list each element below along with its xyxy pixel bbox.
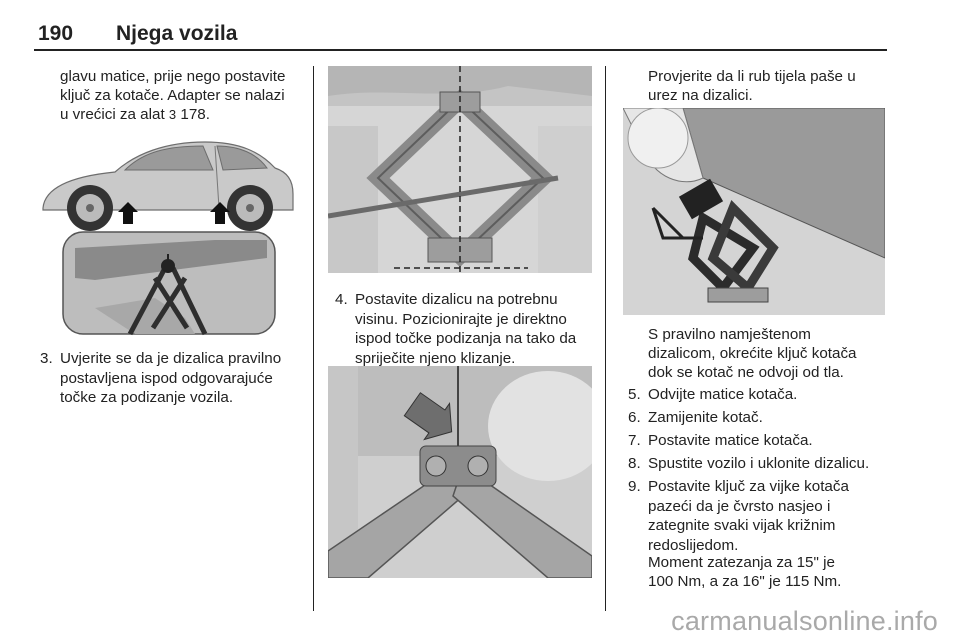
intro-text: u vrećici za alat xyxy=(60,106,165,123)
figure-jack-alignment xyxy=(328,66,592,273)
jack-illustration xyxy=(328,66,592,273)
step-text-line: Postavite dizalicu na potrebnu xyxy=(355,291,558,308)
step-text-line: ispod točke podizanja na tako da xyxy=(355,330,577,347)
col3-intro-line-1: Provjerite da li rub tijela paše u xyxy=(648,68,856,85)
step-5 xyxy=(628,385,888,405)
figure-jack-under-sill xyxy=(623,108,885,315)
step-4 xyxy=(335,290,603,370)
figure-car-jacking-points xyxy=(35,128,300,338)
col3-after-fig-line-1: S pravilno namještenom xyxy=(648,326,811,343)
step-number: 8. xyxy=(628,455,641,472)
step-text-line: visinu. Pozicionirajte je direktno xyxy=(355,310,567,328)
car-illustration xyxy=(35,128,300,338)
figure-jack-head-closeup xyxy=(328,366,592,578)
torque-line-2: 100 Nm, a za 16" je 115 Nm. xyxy=(648,573,842,590)
step-number: 7. xyxy=(628,432,641,449)
watermark: carmanualsonline.info xyxy=(671,606,938,636)
page-number: 190 xyxy=(38,22,74,45)
col3-after-fig-line-3: dok se kotač ne odvoji od tla. xyxy=(648,364,844,381)
column-divider-1 xyxy=(313,66,314,611)
step-text-line: zategnite svaki vijak križnim xyxy=(648,517,836,534)
col1-intro-line-2: ključ za kotače. Adapter se nalazi xyxy=(60,87,285,104)
col1-intro-line-1: glavu matice, prije nego postavite xyxy=(60,68,286,85)
step-text-line: pazeći da je čvrsto nasjeo i xyxy=(648,497,831,515)
step-9 xyxy=(628,477,888,557)
step-text-line: redoslijedom. xyxy=(648,536,739,554)
step-text-line: Postavite ključ za vijke kotača xyxy=(648,478,849,495)
step-7 xyxy=(628,431,888,451)
page-reference-icon: 3 xyxy=(168,107,177,122)
step-text-line: točke za podizanje vozila. xyxy=(60,389,234,406)
step-text-line: Uvjerite se da je dizalica pravilno xyxy=(60,350,282,367)
step-number: 3. xyxy=(40,350,53,367)
torque-line-1: Moment zatezanja za 15" je xyxy=(648,554,835,571)
header-rule xyxy=(34,49,887,51)
col3-after-fig-line-2: dizalicom, okrećite ključ kotača xyxy=(648,345,857,362)
step-8 xyxy=(628,454,888,474)
reference-page-link[interactable]: 178. xyxy=(180,106,210,123)
page-title: Njega vozila xyxy=(116,22,238,45)
step-text-line: Odvijte matice kotača. xyxy=(648,386,798,403)
jack-head-illustration xyxy=(328,366,592,578)
step-text-line: Postavite matice kotača. xyxy=(648,432,813,449)
step-number: 6. xyxy=(628,409,641,426)
col3-intro-line-2: urez na dizalici. xyxy=(648,87,753,104)
col1-intro-line-3 xyxy=(60,105,210,125)
sill-jack-illustration xyxy=(623,108,885,315)
step-number: 4. xyxy=(335,291,348,308)
column-divider-2 xyxy=(605,66,606,611)
step-number: 5. xyxy=(628,386,641,403)
step-3 xyxy=(40,349,310,409)
step-text-line: postavljena ispod odgovarajuće xyxy=(60,369,273,387)
step-number: 9. xyxy=(628,478,641,495)
step-text-line: Spustite vozilo i uklonite dizalicu. xyxy=(648,455,870,472)
step-text-line: spriječite njeno klizanje. xyxy=(355,349,516,367)
step-6 xyxy=(628,408,888,428)
step-text-line: Zamijenite kotač. xyxy=(648,409,763,426)
